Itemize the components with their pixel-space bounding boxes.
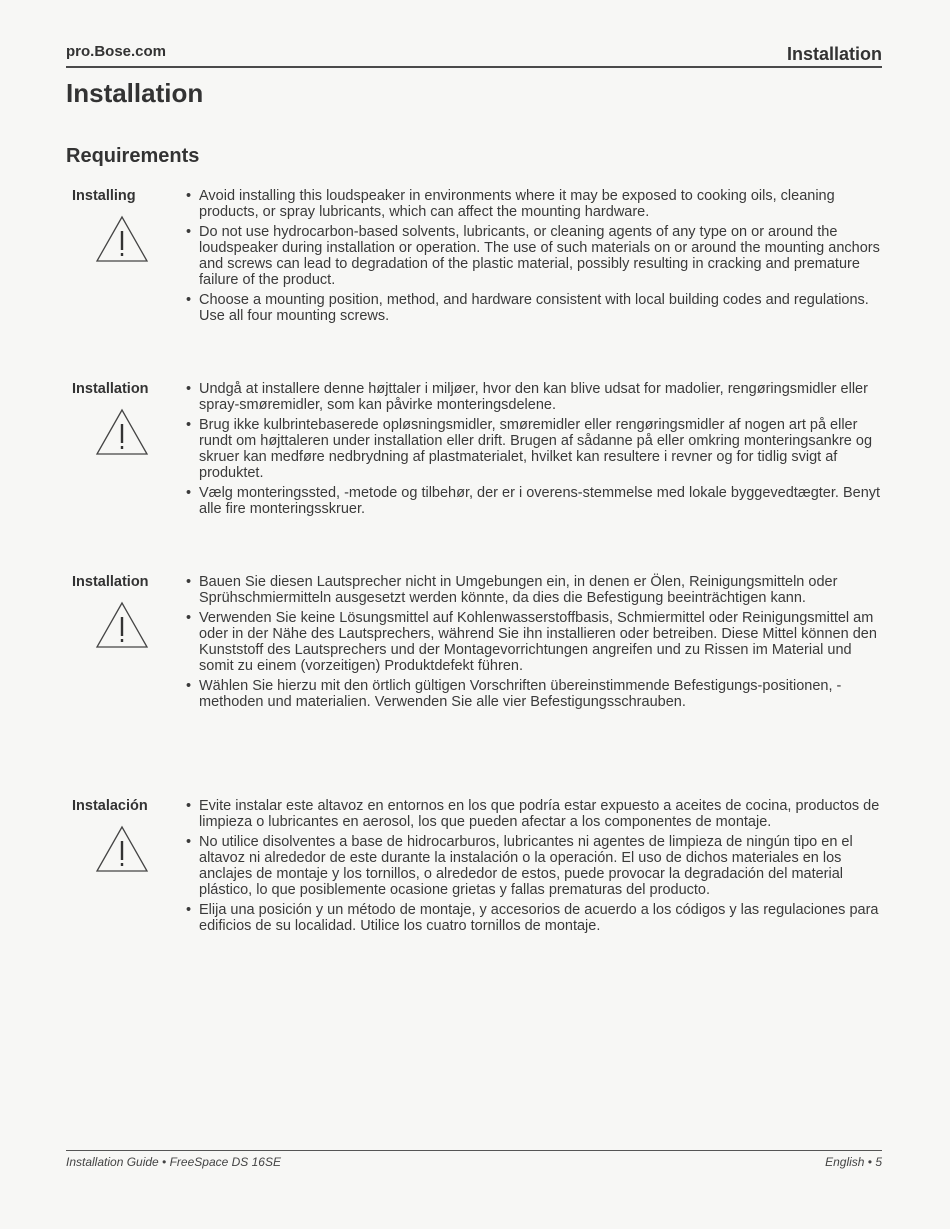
section-title: Requirements: [66, 145, 200, 167]
block-label: Installation: [72, 574, 149, 590]
list-item: • Brug ikke kulbrintebaserede opløsningsmidler, smøremidler eller rengøringsmidler af nogen art på eller rundt om højttaleren under installation eller drift. Brugen af sådanne på eller omkring monteringsankre og skruer kan medføre nedbrydning af plastmaterialet, hvilket kan resultere i revner og for tidlig svigt af produktet.: [186, 417, 886, 481]
footer-rule: [66, 1150, 882, 1151]
warning-triangle-icon: [94, 824, 150, 874]
warning-triangle-icon: [94, 407, 150, 457]
bullet-list: [186, 381, 886, 521]
block-label: Instalación: [72, 798, 148, 814]
list-item: • Undgå at installere denne højttaler i miljøer, hvor den kan blive udsat for madolier, rengøringsmidler eller spray-smøremidler, som kan påvirke monteringsdelene.: [186, 381, 886, 413]
block-label: Installation: [72, 381, 149, 397]
bullet-list: [186, 574, 886, 714]
list-item: • Evite instalar este altavoz en entornos en los que podría estar expuesto a aceites de cocina, productos de limpieza o lubricantes en aerosol, los que pueden afectar a los componentes de montaje.: [186, 798, 886, 830]
list-item: • Do not use hydrocarbon-based solvents, lubricants, or cleaning agents of any type on or around the loudspeaker during installation or operation. The use of such materials on or around the mounting anchors and screws can lead to degradation of the plastic material, possibly resulting in cracking and premature failure of the product.: [186, 224, 886, 288]
block-label: Installing: [72, 188, 136, 204]
list-item: • No utilice disolventes a base de hidrocarburos, lubricantes ni agentes de limpieza de ningún tipo en el altavoz ni alrededor de este durante la instalación o la operación. El uso de dichos materiales en los anclajes de montaje y los tornillos, o alrededor de estos, puede provocar la degradación del material plástico, lo que posiblemente ocasione grietas y fallas prematuras del producto.: [186, 834, 886, 898]
header-rule: [66, 66, 882, 68]
list-item: • Avoid installing this loudspeaker in environments where it may be exposed to cooking oils, cleaning products, or spray lubricants, which can affect the mounting hardware.: [186, 188, 886, 220]
list-item: • Elija una posición y un método de montaje, y accesorios de acuerdo a los códigos y las regulaciones para edificios de su localidad. Utilice los cuatro tornillos de montaje.: [186, 902, 886, 934]
footer-page-number: English • 5: [825, 1155, 882, 1169]
bullet-list: [186, 188, 886, 328]
footer-document-title: Installation Guide • FreeSpace DS 16SE: [66, 1155, 281, 1169]
list-item: • Wählen Sie hierzu mit den örtlich gültigen Vorschriften übereinstimmende Befestigungs-positionen, -methoden und materialien. Verwenden Sie alle vier Befestigungsschrauben.: [186, 678, 886, 710]
running-header-section: Installation: [786, 44, 882, 64]
page-title: Installation: [66, 78, 204, 108]
list-item: • Bauen Sie diesen Lautsprecher nicht in Umgebungen ein, in denen er Ölen, Reinigungsmitteln oder Sprühschmiermitteln ausgesetzt werden könnte, da dies die Befestigung beeinträchtigen kann.: [186, 574, 886, 606]
bullet-list: [186, 798, 886, 938]
warning-triangle-icon: [94, 600, 150, 650]
list-item: • Vælg monteringssted, -metode og tilbehør, der er i overens-stemmelse med lokale byggevedtægter. Benyt alle fire monteringsskruer.: [186, 485, 886, 517]
list-item: • Verwenden Sie keine Lösungsmittel auf Kohlenwasserstoffbasis, Schmiermittel oder Reinigungsmittel am oder in der Nähe des Lautsprechers, während Sie ihn installieren oder betreiben. Diese Mittel können den Kunststoff des Lautsprechers und der Montagevorrichtungen angreifen und zu Rissen im Material und somit zu einem (vorzeitigen) Produktdefekt führen.: [186, 610, 886, 674]
site-name: pro.Bose.com: [66, 43, 167, 60]
warning-triangle-icon: [94, 214, 150, 264]
list-item: • Choose a mounting position, method, and hardware consistent with local building codes and regulations. Use all four mounting screws.: [186, 292, 886, 324]
